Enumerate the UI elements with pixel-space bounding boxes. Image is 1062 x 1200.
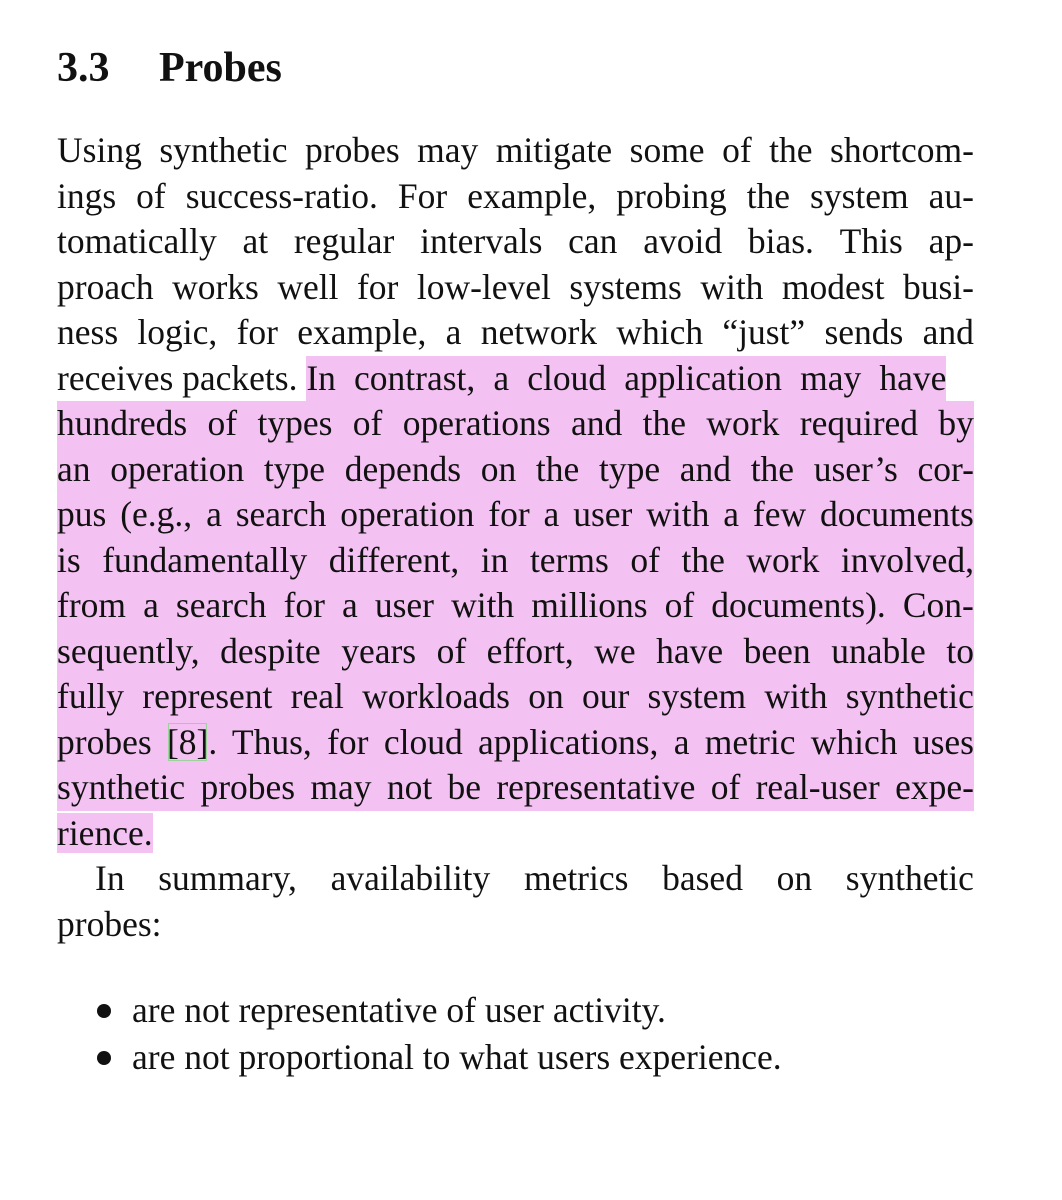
highlighted-line	[57, 674, 974, 720]
highlighted-line	[57, 401, 974, 447]
highlighted-text: from a search for a user with millions of documents). Con-	[57, 583, 974, 629]
highlighted-text: hundreds of types of operations and the work required by	[57, 401, 974, 447]
highlighted-text: is fundamentally different, in terms of the work involved,	[57, 538, 974, 584]
highlighted-line	[57, 447, 974, 493]
text-line	[57, 310, 974, 356]
highlighted-line	[57, 720, 974, 766]
paragraph-probes	[57, 128, 974, 856]
line-text-mixed	[57, 356, 974, 402]
bullet-icon	[97, 1004, 111, 1018]
highlighted-text-with-citation	[57, 720, 974, 766]
bullet-list	[57, 987, 974, 1081]
citation-link[interactable]: [8]	[166, 721, 209, 762]
section-number: 3.3	[57, 45, 110, 91]
line-text: In summary, availability metrics based on synthetic	[95, 858, 974, 898]
section-title: Probes	[159, 45, 282, 91]
list-item	[57, 987, 974, 1034]
highlighted-text: fully represent real workloads on our system with synthetic	[57, 674, 974, 720]
highlighted-text: rience.	[57, 812, 153, 853]
highlighted-text: pus (e.g., a search operation for a user with a few documents	[57, 492, 974, 538]
highlighted-line	[57, 629, 974, 675]
line-text: Using synthetic probes may mitigate some of the shortcom-	[57, 130, 974, 170]
text-line	[57, 902, 974, 948]
highlighted-line	[57, 538, 974, 584]
highlighted-line	[57, 765, 974, 811]
highlighted-text: an operation type depends on the type and the user’s cor-	[57, 447, 974, 493]
list-item-text: are not proportional to what users experience.	[132, 1037, 782, 1077]
highlighted-text: sequently, despite years of effort, we have been unable to	[57, 629, 974, 675]
line-text: probes:	[57, 903, 162, 944]
plain-text: receives packets.	[57, 357, 307, 398]
text-line	[57, 219, 974, 265]
list-item-text: are not representative of user activity.	[132, 990, 666, 1030]
highlighted-text: synthetic probes may not be representative of real-user expe-	[57, 765, 974, 811]
highlighted-line	[57, 492, 974, 538]
text-line	[57, 356, 974, 402]
section-heading	[57, 40, 974, 96]
text-line	[57, 174, 974, 220]
line-text: ings of success-ratio. For example, probing the system au-	[57, 175, 974, 216]
highlighted-text: In contrast, a cloud application may have	[306, 356, 946, 402]
highlighted-line	[57, 811, 974, 857]
highlighted-text: probes	[57, 721, 167, 762]
text-line	[57, 265, 974, 311]
bullet-icon	[97, 1051, 111, 1065]
list-item	[57, 1034, 974, 1081]
text-line	[57, 856, 974, 902]
highlighted-text: . Thus, for cloud applications, a metric which uses	[208, 721, 974, 762]
line-text: tomatically at regular intervals can avoid bias. This ap-	[57, 221, 974, 261]
line-text: proach works well for low-level systems with modest busi-	[57, 266, 974, 307]
document-page	[57, 40, 974, 1081]
paragraph-summary	[57, 856, 974, 947]
highlighted-line	[57, 583, 974, 629]
text-line	[57, 128, 974, 174]
line-text: ness logic, for example, a network which “just” sends and	[57, 312, 974, 352]
